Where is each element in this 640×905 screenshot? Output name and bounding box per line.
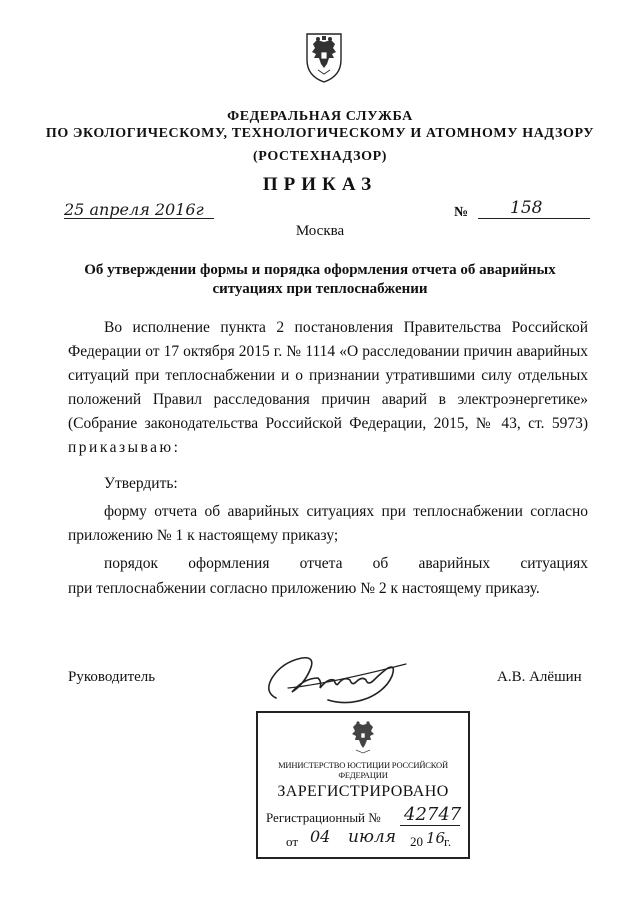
order-date-line [64,218,214,219]
item1-line1: форму отчета об аварийных ситуациях при теплоснабжении согласно [104,503,588,520]
body-line-1: Во исполнение пункта 2 постановления Правительства Российской [104,319,588,336]
body-line-3: ситуаций при теплоснабжении и о признании утратившими силу отдельных [68,367,588,384]
body-line-5: (Собрание законодательства Российской Федерации, 2015, № 43, ст. 5973) [68,415,588,432]
stamp-reg-number: 42747 [404,804,462,825]
signatory-name: А.В. Алёшин [497,669,582,685]
order-number-line [478,218,590,219]
stamp-year-suffix: 16 [426,829,446,847]
order-city: Москва [295,223,345,239]
body-line-2: Федерации от 17 октября 2015 г. № 1114 «О расследовании причин аварийных [68,343,588,360]
handwritten-signature [258,648,418,710]
agency-name-line2: ПО ЭКОЛОГИЧЕСКОМУ, ТЕХНОЛОГИЧЕСКОМУ И АТОМНОМУ НАДЗОРУ [45,126,595,141]
item1-line2: приложению № 1 к настоящему приказу; [68,527,339,544]
agency-name-line1: ФЕДЕРАЛЬНАЯ СЛУЖБА [227,109,413,124]
coat-of-arms-emblem [303,30,345,84]
stamp-ministry: МИНИСТЕРСТВО ЮСТИЦИИ РОССИЙСКОЙ ФЕДЕРАЦИИ [278,760,448,780]
stamp-year-end: г. [444,834,452,849]
signatory-role: Руководитель [68,669,156,685]
stamp-reg-number-line [400,825,460,826]
stamp-date-day: 04 [310,827,331,846]
agency-abbreviation: (РОСТЕХНАДЗОР) [253,149,387,164]
stamp-year-prefix: 20 [410,834,423,849]
order-number-label: № [454,205,469,220]
registration-stamp [256,711,470,859]
order-number-handwritten: 158 [510,198,543,218]
stamp-emblem [346,719,380,755]
item2-line2: при теплоснабжении согласно приложению № 2 к настоящему приказу. [68,580,540,597]
stamp-from-label: от [286,834,299,849]
order-subject-line2: ситуациях при теплоснабжении [212,281,428,297]
item2-line1: порядок оформления отчета об аварийных ситуациях [104,555,588,572]
body-line-4: положений Правил расследования причин аварий в электроэнергетике» [68,391,588,408]
stamp-registered: ЗАРЕГИСТРИРОВАНО [277,783,449,800]
order-title: ПРИКАЗ [262,174,378,195]
body-order-word: приказываю: [68,439,181,456]
stamp-reg-label: Регистрационный № [266,810,381,825]
stamp-date-month: июля [348,827,396,847]
order-subject-line1: Об утверждении формы и порядка оформления отчета об аварийных [84,262,556,278]
body-approve: Утвердить: [104,475,178,492]
order-date-handwritten: 25 апреля 2016г [64,200,204,219]
